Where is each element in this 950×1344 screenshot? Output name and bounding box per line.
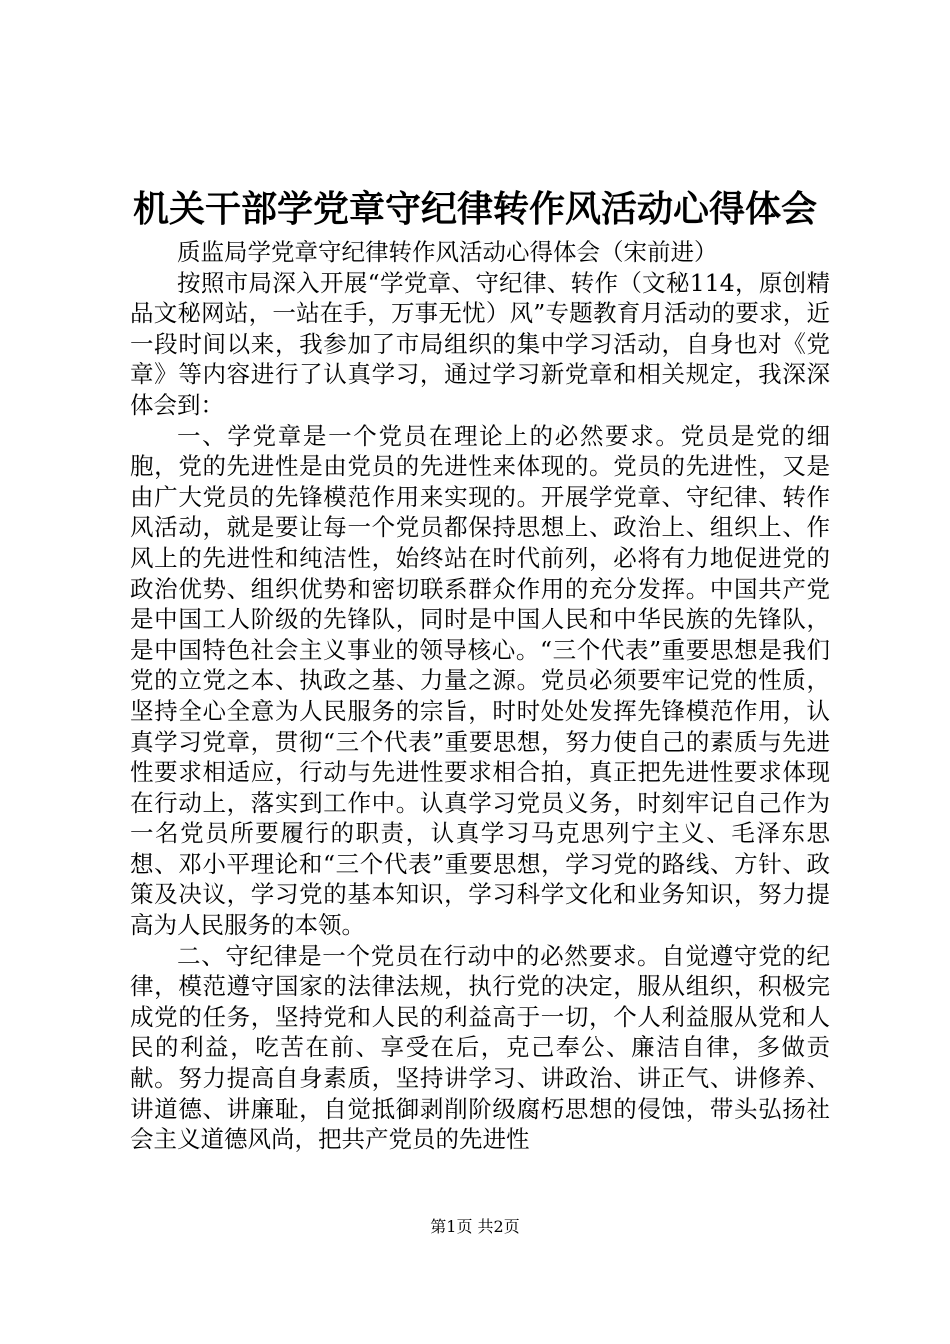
document-title: 机关干部学党章守纪律转作风活动心得体会 <box>132 188 817 230</box>
document-body <box>130 237 830 1155</box>
section-two-paragraph: 二、守纪律是一个党员在行动中的必然要求。自觉遵守党的纪律，模范遵守国家的法律法规，执行党的决定，服从组织，积极完成党的任务，坚持党和人民的利益高于一切，个人利益服从党和人民的利益，吃苦在前、享受在后，克己奉公、廉洁自律，多做贡献。努力提高自身素质，坚持讲学习、讲政治、讲正气、讲修养、讲道德、讲廉耻，自觉抵御剥削阶级腐朽思想的侵蚀，带头弘扬社会主义道德风尚，把共产党员的先进性 <box>130 941 830 1154</box>
subtitle-paragraph: 质监局学党章守纪律转作风活动心得体会（宋前进） <box>177 238 718 266</box>
intro-paragraph: 按照市局深入开展“学党章、守纪律、转作（文秘114，原创精品文秘网站，一站在手，万事无忧）风”专题教育月活动的要求，近一段时间以来，我参加了市局组织的集中学习活动，自身也对《党章》等内容进行了认真学习，通过学习新党章和相关规定，我深深体会到： <box>130 268 830 419</box>
section-one-paragraph: 一、学党章是一个党员在理论上的必然要求。党员是党的细胞，党的先进性是由党员的先进性来体现的。党员的先进性，又是由广大党员的先锋模范作用来实现的。开展学党章、守纪律、转作风活动，就是要让每一个党员都保持思想上、政治上、组织上、作风上的先进性和纯洁性，始终站在时代前列，必将有力地促进党的政治优势、组织优势和密切联系群众作用的充分发挥。中国共产党是中国工人阶级的先锋队，同时是中国人民和中华民族的先锋队，是中国特色社会主义事业的领导核心。“三个代表”重要思想是我们党的立党之本、执政之基、力量之源。党员必须要牢记党的性质，坚持全心全意为人民服务的宗旨，时时处处发挥先锋模范作用，认真学习党章，贯彻“三个代表”重要思想，努力使自己的素质与先进性要求相适应，行动与先进性要求相合拍，真正把先进性要求体现在行动上，落实到工作中。认真学习党员义务，时刻牢记自己作为一名党员所要履行的职责，认真学习马克思列宁主义、毛泽东思想、邓小平理论和“三个代表”重要思想，学习党的路线、方针、政策及决议，学习党的基本知识，学习科学文化和业务知识，努力提高为人民服务的本领。 <box>130 421 830 940</box>
page-footer: 第1页 共2页 <box>430 1217 520 1236</box>
